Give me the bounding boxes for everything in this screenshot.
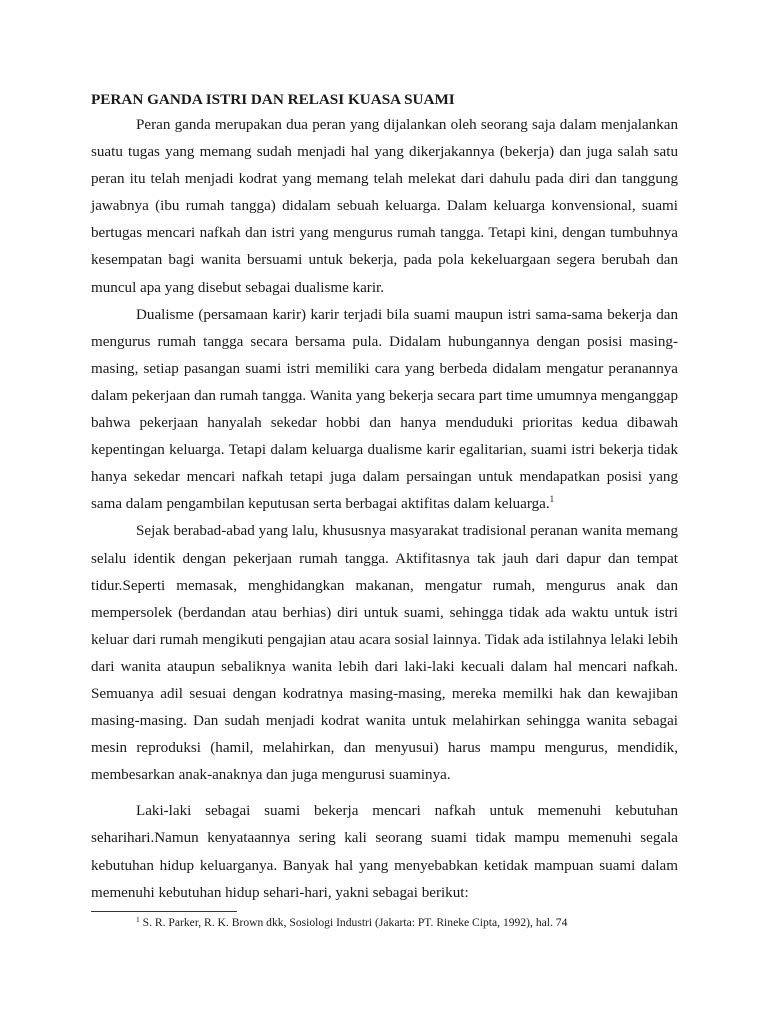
document-title: PERAN GANDA ISTRI DAN RELASI KUASA SUAMI: [91, 91, 455, 108]
footnote-marker: 1: [136, 915, 140, 924]
footnote-separator: [91, 911, 237, 912]
paragraph-2: [91, 302, 678, 519]
paragraph-1-text: Peran ganda merupakan dua peran yang dijalankan oleh seorang saja dalam menjalankan suatu tugas yang memang sudah menjadi hal yang dikerjakannya (bekerja) dan juga salah satu peran itu telah menjadi kodrat yang memang telah melekat dari dahulu pada diri dan tanggung jawabnya (ibu rumah tangga) didalam sebuah keluarga. Dalam keluarga konvensional, suami bertugas mencari nafkah dan istri yang mengurus rumah tangga. Tetapi kini, dengan tumbuhnya kesempatan bagi wanita bersuami untuk bekerja, pada pola kekeluargaan segera berubah dan muncul apa yang disebut sebagai dualisme karir.: [91, 117, 678, 296]
paragraph-1: [91, 112, 678, 302]
footnote-text: S. R. Parker, R. K. Brown dkk, Sosiologi Industri (Jakarta: PT. Rineke Cipta, 1992), hal. 74: [142, 916, 568, 929]
paragraph-4: [91, 798, 678, 906]
paragraph-3: [91, 518, 678, 789]
footnote-reference[interactable]: 1: [549, 494, 555, 505]
paragraph-4-text: Laki-laki sebagai suami bekerja mencari nafkah untuk memenuhi kebutuhan seharihari.Namun kenyataannya sering kali seorang suami tidak mampu memenuhi segala kebutuhan hidup keluarganya. Banyak hal yang menyebabkan ketidak mampuan suami dalam memenuhi kebutuhan hidup sehari-hari, yakni sebagai berikut:: [91, 803, 678, 901]
paragraph-3-text: Sejak berabad-abad yang lalu, khususnya masyarakat tradisional peranan wanita memang selalu identik dengan pekerjaan rumah tangga. Aktifitasnya tak jauh dari dapur dan tempat tidur.Seperti memasak, menghidangkan makanan, mengatur rumah, mengurus anak dan mempersolek (berdandan atau berhias) diri untuk suami, sehingga tidak ada waktu untuk istri keluar dari rumah mengikuti pengajian atau acara sosial lainnya. Tidak ada istilahnya lelaki lebih dari wanita ataupun sebaliknya wanita lebih dari laki-laki kecuali dalam hal mencari nafkah. Semuanya adil sesuai dengan kodratnya masing-masing, mereka memilki hak dan kewajiban masing-masing. Dan sudah menjadi kodrat wanita untuk melahirkan sehingga wanita sebagai mesin reproduksi (hamil, melahirkan, dan menyusui) harus mampu mengurus, mendidik, membesarkan anak-anaknya dan juga mengurusi suaminya.: [91, 523, 678, 784]
document-page: [91, 88, 678, 907]
paragraph-2-text: Dualisme (persamaan karir) karir terjadi bila suami maupun istri sama-sama bekerja dan mengurus rumah tangga secara bersama pula. Didalam hubungannya dengan posisi masing-masing, setiap pasangan suami istri memiliki cara yang berbeda didalam mengatur peranannya dalam pekerjaan dan rumah tangga. Wanita yang bekerja secara part time umumnya menganggap bahwa pekerjaan hanyalah sekedar hobbi dan hanya menduduki prioritas kedua dibawah kepentingan keluarga. Tetapi dalam keluarga dualisme karir egalitarian, suami istri bekerja tidak hanya sekedar mencari nafkah tetapi juga dalam persaingan untuk mendapatkan posisi yang sama dalam pengambilan keputusan serta berbagai aktifitas dalam keluarga.: [91, 306, 678, 513]
footnote: [91, 915, 691, 931]
